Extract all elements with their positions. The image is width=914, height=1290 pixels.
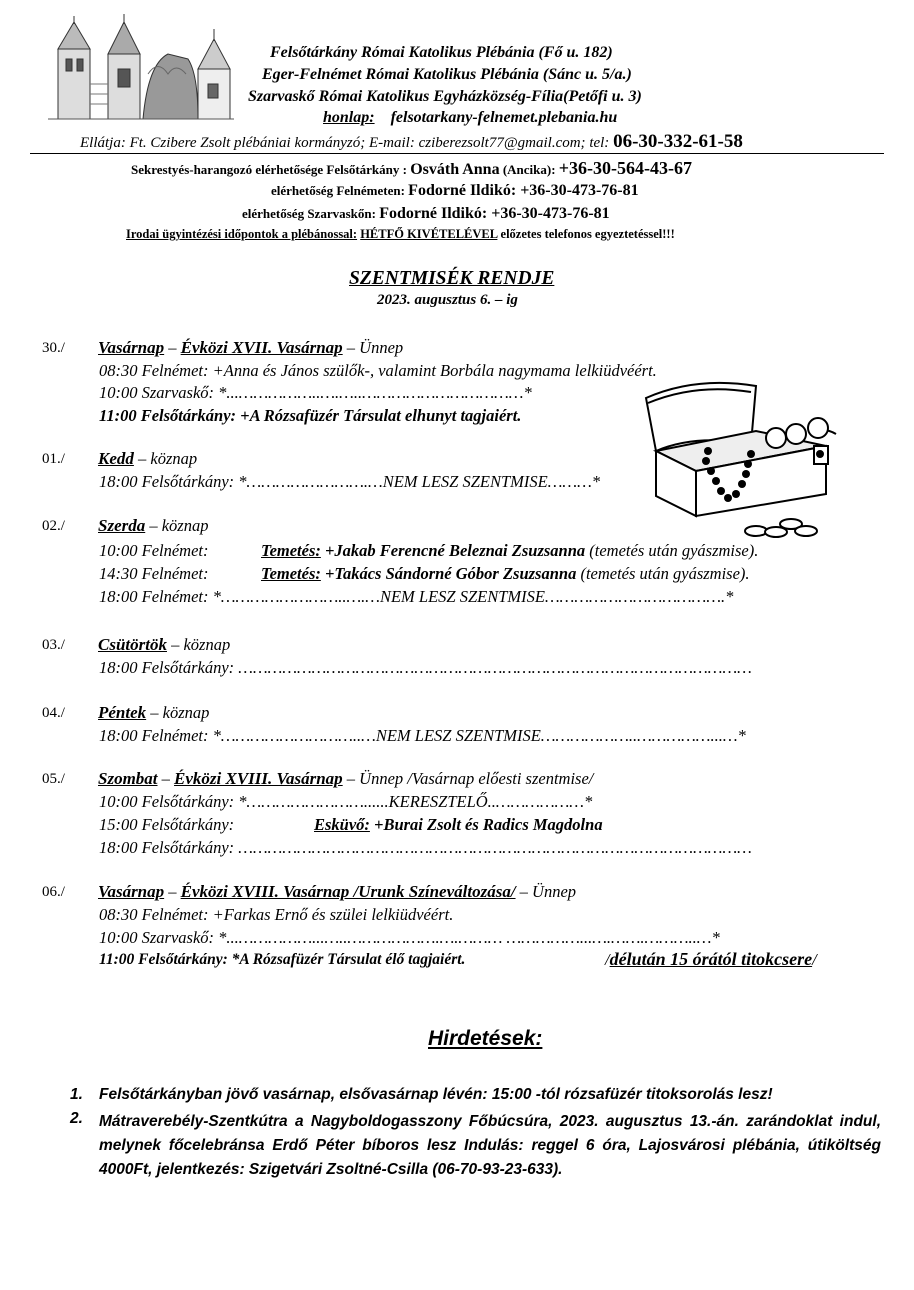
mass-line: 10:00 Szarvaskő: *...……………...…..……………….….……… ……………...….…….………..…* (99, 928, 720, 947)
office-hours-exception: HÉTFŐ KIVÉTELÉVEL (360, 227, 498, 241)
mass-line: 08:30 Felnémet: +Farkas Ernő és szülei lelkiüdvéért. (99, 905, 454, 924)
feast-name: Évközi XVIII. Vasárnap (174, 769, 343, 788)
day-name: Csütörtök (98, 635, 167, 654)
felnemet-label: elérhetőség Felnémeten: (271, 183, 405, 198)
day-number: 06./ (42, 884, 65, 900)
day-name: Kedd (98, 449, 134, 468)
day-name: Vasárnap (98, 338, 165, 357)
announcement-number: 2. (70, 1110, 83, 1127)
wedding-line: 15:00 Felsőtárkány: Esküvő: +Burai Zsolt és Radics Magdolna (99, 815, 603, 834)
szarvasko-contact (242, 205, 610, 223)
sacristan-line (131, 158, 692, 179)
day-number: 04./ (42, 705, 65, 721)
announcement-item: Mátraverebély-Szentkútra a Nagyboldogasszony Főbúcsúra, 2023. augusztus 13.-án. zarándoklat indul, melynek főcelebránsa Erdő Péter bíboros lesz Indulás: reggel 6 óra, Lajosvárosi plébánia, útiköltség 4000Ft, jelentkezés: Szigetvári Zsoltné-Csilla (06-70-93-23-633). (99, 1113, 881, 1178)
schedule-title: SZENTMISÉK RENDJE (349, 268, 555, 289)
day-number: 01./ (42, 451, 65, 467)
homepage-line (323, 109, 617, 127)
afternoon-event: délután 15 órától titokcsere (609, 949, 813, 969)
tel-label: tel: (589, 135, 610, 151)
funeral-label: Temetés: (261, 541, 321, 560)
mass-line: 18:00 Felnémet: *………………………..…NEM LESZ SZENTMISE………………..……………...…* (99, 726, 746, 745)
sacristan-name: Osváth Anna (410, 161, 500, 178)
funeral-label: Temetés: (261, 564, 321, 583)
funeral-line: 10:00 Felnémet: Temetés: +Jakab Ferencné Beleznai Zsuzsanna (temetés után gyászmise). (99, 541, 759, 560)
church-sketch-icon (48, 14, 234, 122)
admin-prefix: Ellátja: Ft. Czibere Zsolt plébániai kormányzó; E-mail: (80, 135, 415, 151)
mass-line: 18:00 Felsőtárkány: …………………………………………………………………………………………… (99, 838, 752, 857)
day-number: 02./ (42, 518, 65, 534)
day-heading: Vasárnap – Évközi XVIII. Vasárnap /Urunk Színeváltozása/ – Ünnep (98, 882, 577, 901)
wedding-label: Esküvő: (314, 815, 370, 834)
mass-line: 18:00 Felsőtárkány: *…………………….…NEM LESZ SZENTMISE………* (99, 472, 600, 491)
felnemet-contact (271, 182, 639, 200)
felnemet-value: Fodorné Ildikó: +36-30-473-76-81 (408, 182, 639, 199)
day-heading: Szerda – köznap (98, 516, 209, 535)
day-name: Szerda (98, 516, 146, 535)
day-name: Szombat (98, 769, 158, 788)
homepage-link[interactable]: felsotarkany-felnemet.plebania.hu (390, 109, 618, 126)
mass-line: 11:00 Felsőtárkány: *A Rózsafüzér Társulat élő tagjaiért. (99, 951, 466, 968)
office-hours-note: előzetes telefonos egyeztetéssel!!! (500, 227, 675, 241)
feast-name: Évközi XVIII. Vasárnap /Urunk Színeváltozása/ (180, 882, 516, 901)
homepage-label: honlap: (323, 109, 375, 126)
day-number: 30./ (42, 340, 65, 356)
szarvasko-value: Fodorné Ildikó: +36-30-473-76-81 (379, 205, 610, 222)
day-heading: Péntek – köznap (98, 703, 210, 722)
day-name: Vasárnap (98, 882, 165, 901)
feast-name: Évközi XVII. Vasárnap (180, 338, 343, 357)
tel-number: 06-30-332-61-58 (613, 131, 743, 152)
day-heading: Kedd – köznap (98, 449, 198, 468)
funeral-line: 14:30 Felnémet: Temetés: +Takács Sándorné Góbor Zsuzsanna (temetés után gyászmise). (99, 564, 750, 583)
mass-line: 18:00 Felnémet: *……………………..….…NEM LESZ SZENTMISE……………………………….* (99, 587, 734, 606)
announcement-number: 1. (70, 1086, 83, 1103)
sacristan-nick: (Ancika): (502, 162, 556, 177)
office-hours-label: Irodai ügyintézési időpontok a plébánossal: (126, 227, 358, 241)
day-heading: Csütörtök – köznap (98, 635, 231, 654)
day-number: 05./ (42, 771, 65, 787)
mass-line: 11:00 Felsőtárkány: +A Rózsafüzér Társulat elhunyt tagjaiért. (99, 406, 522, 425)
parish-line-2: Eger-Felnémet Római Katolikus Plébánia (Sánc u. 5/a.) (262, 66, 632, 83)
mass-line: 08:30 Felnémet: +Anna és János szülők-, valamint Borbála nagymama lelkiüdvéért. (99, 361, 657, 380)
mass-line: 18:00 Felsőtárkány: …………………………………………………………………………………………… (99, 658, 752, 677)
admin-line (80, 131, 743, 153)
day-name: Péntek (98, 703, 147, 722)
sacristan-label: Sekrestyés-harangozó elérhetősége Felsőtárkány : (131, 162, 407, 177)
szarvasko-label: elérhetőség Szarvaskőn: (242, 206, 376, 221)
schedule-subtitle: 2023. augusztus 6. – ig (377, 292, 518, 308)
afternoon-note: /délután 15 órától titokcsere/ (605, 949, 817, 969)
treasure-chest-icon (636, 376, 876, 541)
sacristan-phone: +36-30-564-43-67 (558, 158, 693, 178)
day-heading: Szombat – Évközi XVIII. Vasárnap – Ünnep /Vasárnap előesti szentmise/ (98, 769, 594, 788)
day-number: 03./ (42, 637, 65, 653)
mass-line: 10:00 Szarvaskő: *...……………..….…..……………………………* (99, 383, 532, 402)
parish-line-3: Szarvaskő Római Katolikus Egyházközség-Fília(Petőfi u. 3) (248, 88, 642, 105)
day-heading: Vasárnap – Évközi XVII. Vasárnap – Ünnep (98, 338, 404, 357)
header-divider (30, 153, 884, 154)
announcements-title: Hirdetések: (428, 1027, 543, 1050)
parish-line-1: Felsőtárkány Római Katolikus Plébánia (Fő u. 182) (270, 44, 613, 61)
announcement-item: Felsőtárkányban jövő vasárnap, elsővasárnap lévén: 15:00 -tól rózsafüzér titoksorolás lesz! (99, 1086, 773, 1103)
office-hours-line (126, 227, 675, 242)
mass-line: 10:00 Felsőtárkány: *……………………......KERESZTELŐ..………………* (99, 792, 593, 811)
email-link[interactable]: cziberezsolt77@gmail.com; (418, 135, 586, 151)
